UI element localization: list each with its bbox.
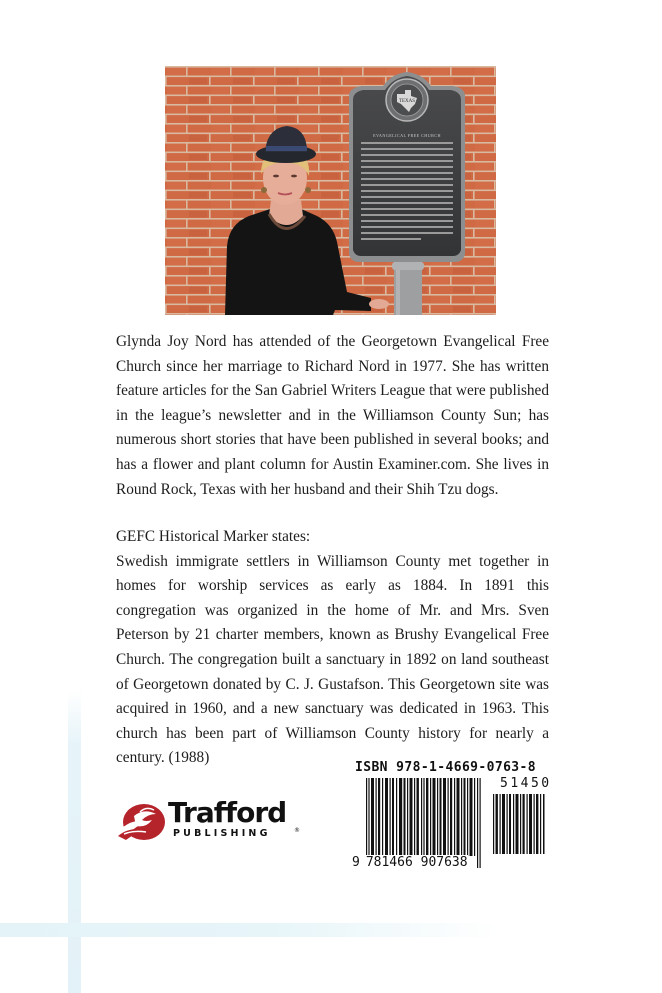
barcode-digits	[352, 855, 468, 870]
barcode-number: 781466 907638	[365, 855, 468, 870]
author-photo	[165, 66, 496, 315]
isbn-barcode	[352, 760, 552, 876]
historical-marker-section	[116, 525, 549, 771]
marker-heading: GEFC Historical Marker states:	[116, 528, 311, 545]
svg-text:TEXAS: TEXAS	[398, 99, 416, 104]
publisher-logo	[116, 798, 306, 846]
marker-text: Swedish immigrate settlers in Williamson County met together in homes for worship services as early as 1884. In 1891 this congregation was organized in the home of Mr. and Mrs. Sven Peterson by 21 charter members, known as Brushy Evangelical Free Church. The congregation built a sanctuary in 1892 on land southeast of Georgetown donated by C. J. Gustafson. This Georgetown site was acquired in 1960, and a new sanctuary was dedicated in 1963. This church has been part of Williamson County history for nearly a century. (1988)	[116, 552, 549, 767]
decorative-horizontal-line	[0, 923, 500, 937]
svg-text:EVANGELICAL FREE CHURCH: EVANGELICAL FREE CHURCH	[373, 133, 441, 138]
addon-barcode-bars	[493, 794, 545, 854]
isbn-label: ISBN 978-1-4669-0763-8	[355, 760, 536, 775]
barcode-lead-digit: 9	[352, 855, 360, 870]
swirl-wave-icon	[116, 800, 168, 846]
decorative-vertical-line	[68, 690, 81, 993]
registered-mark: ®	[294, 827, 300, 834]
author-bio: Glynda Joy Nord has attended of the Georgetown Evangelical Free Church since her marriage to Richard Nord in 1977. She has written feature articles for the San Gabriel Writers League that were published in the league’s newsletter and in the Williamson County Sun; has numerous short stories that have been published in several books; and has a flower and plant column for Austin Examiner.com. She lives in Round Rock, Texas with her husband and their Shih Tzu dogs.	[116, 333, 549, 498]
price-addon-code: 51450	[500, 776, 552, 791]
publisher-name: Trafford	[168, 796, 287, 829]
publisher-subtitle: PUBLISHING	[173, 828, 271, 839]
